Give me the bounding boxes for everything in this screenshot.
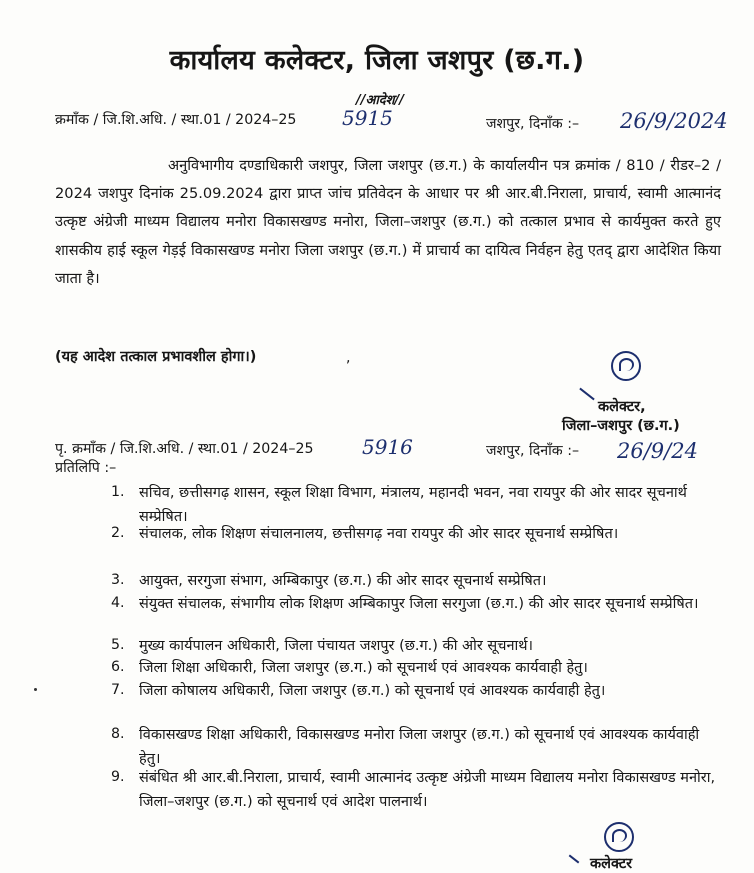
list-item-text: संचालक, लोक शिक्षण संचालनालय, छत्तीसगढ़ नवा रायपुर की ओर सादर सूचनार्थ सम्प्रेषित। xyxy=(139,526,619,542)
order-label: //आदेश// xyxy=(356,93,405,108)
endorsement-number: 5916 xyxy=(362,435,413,459)
list-item-number: 9. xyxy=(111,769,125,785)
order-number: 5915 xyxy=(342,106,393,130)
list-item-text: जिला शिक्षा अधिकारी, जिला जशपुर (छ.ग.) को सूचनार्थ एवं आवश्यक कार्यवाही हेतु। xyxy=(139,660,588,676)
list-item-number: 7. xyxy=(111,682,125,698)
endorsement-date: 26/9/24 xyxy=(617,439,698,463)
effect-note: (यह आदेश तत्काल प्रभावशील होगा।) xyxy=(55,349,257,365)
signature-stroke-icon xyxy=(579,388,594,401)
order-body-paragraph xyxy=(55,152,721,293)
signature-place: जिला–जशपुर (छ.ग.) xyxy=(562,418,680,434)
office-heading: कार्यालय कलेक्टर, जिला जशपुर (छ.ग.) xyxy=(169,45,585,76)
list-item-text: संयुक्त संचालक, संभागीय लोक शिक्षण अम्बिकापुर जिला सरगुजा (छ.ग.) की ओर सादर सूचनार्थ सम्प्रेषित। xyxy=(139,596,699,612)
signature-mark-icon xyxy=(611,351,641,381)
list-item-number: 3. xyxy=(111,572,125,588)
list-item-text: संबंधित श्री आर.बी.निराला, प्राचार्य, स्वामी आत्मानंद उत्कृष्ट अंग्रेजी माध्यम विद्यालय मनोरा विकासखण्ड मनोरा, जिला–जशपुर (छ.ग.) को सूचनार्थ एवं आदेश पालनार्थ। xyxy=(139,770,716,810)
stray-dot xyxy=(34,688,37,691)
signature-title: कलेक्टर, xyxy=(598,399,646,415)
endorsement-place-date-label: जशपुर, दिनाँक :– xyxy=(486,443,580,459)
order-date: 26/9/2024 xyxy=(620,109,728,133)
signature-mark-icon xyxy=(604,822,634,852)
list-item-text: सचिव, छत्तीसगढ़ शासन, स्कूल शिक्षा विभाग, मंत्रालय, महानदी भवन, नवा रायपुर की ओर सादर सूचनार्थ सम्प्रेषित। xyxy=(139,485,687,525)
signature-title: कलेक्टर xyxy=(590,856,633,872)
signature-stroke-icon xyxy=(569,855,580,864)
list-item-number: 1. xyxy=(111,484,125,500)
copy-label: प्रतिलिपि :– xyxy=(55,460,117,476)
list-item-text: विकासखण्ड शिक्षा अधिकारी, विकासखण्ड मनोरा जिला जशपुर (छ.ग.) को सूचनार्थ एवं आवश्यक कार्यवाही हेतु। xyxy=(139,727,700,767)
order-place-date-label: जशपुर, दिनाँक :– xyxy=(486,116,580,132)
list-item-text: आयुक्त, सरगुजा संभाग, अम्बिकापुर (छ.ग.) की ओर सादर सूचनार्थ सम्प्रेषित। xyxy=(139,573,547,589)
list-item-number: 5. xyxy=(111,637,125,653)
list-item-number: 2. xyxy=(111,525,125,541)
stray-mark: , xyxy=(346,350,351,366)
order-reference: क्रमाँक / जि.शि.अधि. / स्था.01 / 2024–25 xyxy=(55,112,297,128)
list-item-text: मुख्य कार्यपालन अधिकारी, जिला पंचायत जशपुर (छ.ग.) की ओर सूचनार्थ। xyxy=(139,638,534,654)
list-item-text: जिला कोषालय अधिकारी, जिला जशपुर (छ.ग.) को सूचनार्थ एवं आवश्यक कार्यवाही हेतु। xyxy=(139,683,606,699)
list-item-number: 8. xyxy=(111,726,125,742)
endorsement-reference: पृ. क्रमाँक / जि.शि.अधि. / स्था.01 / 2024–25 xyxy=(55,441,314,457)
order-body-text: अनुविभागीय दण्डाधिकारी जशपुर, जिला जशपुर (छ.ग.) के कार्यालयीन पत्र क्रमांक / 810 / रीडर–2 / 2024 जशपुर दिनांक 25.09.2024 द्वारा प्राप्त जांच प्रतिवेदन के आधार पर श्री आर.बी.निराला, प्राचार्य, स्वामी आत्मानंद उत्कृष्ट अंग्रेजी माध्यम विद्यालय मनोरा विकासखण्ड मनोरा, जिला–जशपुर (छ.ग.) को तत्काल प्रभाव से कार्यमुक्त करते हुए शासकीय हाई स्कूल गेड़ई विकासखण्ड मनोरा जिला जशपुर (छ.ग.) में प्राचार्य का दायित्व निर्वहन हेतु एतद् द्वारा आदेशित किया जाता है। xyxy=(55,157,721,287)
list-item-number: 6. xyxy=(111,659,125,675)
list-item-number: 4. xyxy=(111,595,125,611)
